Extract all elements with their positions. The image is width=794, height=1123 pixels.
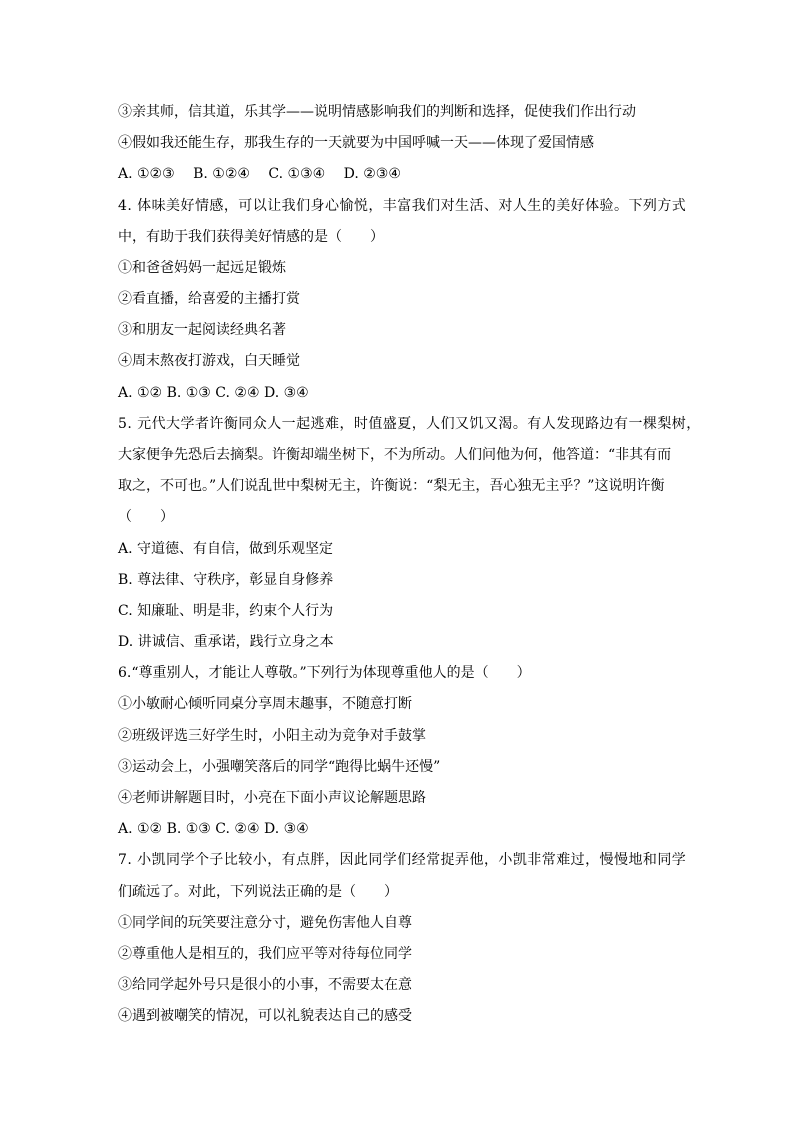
question-5-answer-blank: （ ）: [118, 509, 174, 525]
q7-option-4: ④遇到被嘲笑的情况，可以礼貌表达自己的感受: [118, 1008, 412, 1024]
question-4-stem-line-2: 中，有助于我们获得美好情感的是（ ）: [118, 229, 384, 245]
option-statement-4: ④假如我还能生存，那我生存的一天就要为中国呼喊一天——体现了爱国情感: [118, 135, 594, 151]
q4-option-4: ④周末熬夜打游戏，白天睡觉: [118, 353, 300, 369]
option-statement-3: ③亲其师，信其道，乐其学——说明情感影响我们的判断和选择，促使我们作出行动: [118, 104, 636, 120]
q4-option-1: ①和爸爸妈妈一起远足锻炼: [118, 260, 286, 276]
q7-option-2: ②尊重他人是相互的，我们应平等对待每位同学: [118, 946, 412, 962]
q5-choice-c: C. 知廉耻、明是非，约束个人行为: [118, 603, 334, 619]
q5-choice-d: D. 讲诚信、重承诺，践行立身之本: [118, 634, 334, 650]
q4-option-2: ②看直播，给喜爱的主播打赏: [118, 291, 300, 307]
q6-option-4: ④老师讲解题目时，小亮在下面小声议论解题思路: [118, 790, 426, 806]
q6-option-3: ③运动会上，小强嘲笑落后的同学“跑得比蜗牛还慢”: [118, 759, 441, 775]
question-5-stem-line-3: 取之，不可也。”人们说乱世中梨树无主，许衡说：“梨无主，吾心独无主乎？”这说明许衡: [118, 478, 665, 494]
answer-choices-q6: A. ①② B. ①③ C. ②④ D. ③④: [118, 821, 309, 837]
question-5-stem-line-2: 大家便争先恐后去摘梨。许衡却端坐树下，不为所动。人们问他为何，他答道：“非其有而: [118, 447, 672, 463]
answer-choices-q3: A. ①②③ B. ①②④ C. ①③④ D. ②③④: [118, 166, 401, 182]
question-7-stem-line-1: 7. 小凯同学个子比较小，有点胖，因此同学们经常捉弄他，小凯非常难过，慢慢地和同学: [118, 852, 687, 868]
q5-choice-a: A. 守道德、有自信，做到乐观坚定: [118, 541, 334, 557]
q4-option-3: ③和朋友一起阅读经典名著: [118, 322, 286, 338]
q6-option-2: ②班级评选三好学生时，小阳主动为竞争对手鼓掌: [118, 728, 426, 744]
question-4-stem-line-1: 4. 体味美好情感，可以让我们身心愉悦，丰富我们对生活、对人生的美好体验。下列方式: [118, 198, 687, 214]
q6-option-1: ①小敏耐心倾听同桌分享周末趣事，不随意打断: [118, 696, 412, 712]
question-5-stem-line-1: 5. 元代大学者许衡同众人一起逃难，时值盛夏，人们又饥又渴。有人发现路边有一棵梨树，: [118, 416, 701, 432]
question-7-stem-line-2: 们疏远了。对此，下列说法正确的是（ ）: [118, 884, 398, 900]
q5-choice-b: B. 尊法律、守秩序，彰显自身修养: [118, 572, 334, 588]
question-6-stem: 6.“尊重别人，才能让人尊敬。”下列行为体现尊重他人的是（ ）: [118, 665, 531, 681]
q7-option-1: ①同学间的玩笑要注意分寸，避免伤害他人自尊: [118, 915, 412, 931]
answer-choices-q4: A. ①② B. ①③ C. ②④ D. ③④: [118, 385, 309, 401]
q7-option-3: ③给同学起外号只是很小的小事，不需要太在意: [118, 977, 412, 993]
